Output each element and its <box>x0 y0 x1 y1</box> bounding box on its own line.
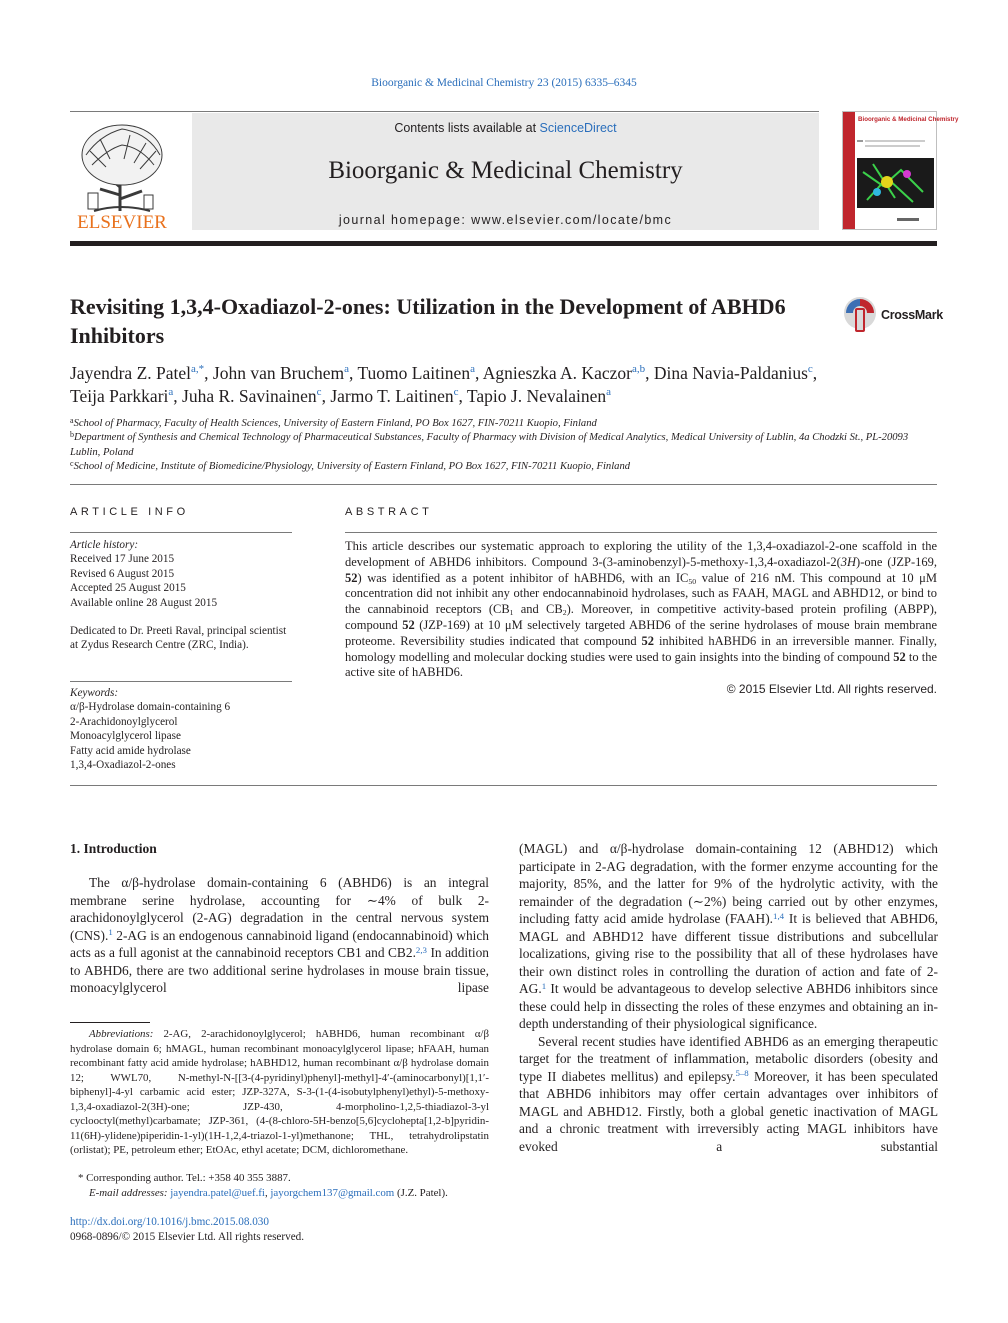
article-info-rule <box>70 532 292 533</box>
journal-homepage-link[interactable]: journal homepage: www.elsevier.com/locate/bmc <box>338 213 673 227</box>
journal-name: Bioorganic & Medicinal Chemistry <box>328 157 683 184</box>
author-affiliation-mark[interactable]: c <box>316 386 322 399</box>
abstract-heading: ABSTRACT <box>345 506 433 518</box>
footnote-rule <box>70 1022 150 1023</box>
abstract-bottom-rule <box>70 785 937 786</box>
paragraph: Several recent studies have identified ABHD6 as an emerging therapeutic target for the treatment of inflammation, metabolic disorders (obesity and type II diabetes mellitus) and epilepsy.$^{5-8}$ Moreover, it has been speculated that ABHD6 inhibitors may offer certain advantages over inhibitors of MAGL and ABHD12. Firstly, both a global genetic inactivation of MAGL and a chronic treatment with irreversibly acting MAGL inhibitors have evoked a substantial <box>519 1033 938 1154</box>
crossmark-label: CrossMark <box>881 308 943 322</box>
author-name[interactable]: Juha R. Savinainen <box>182 386 317 406</box>
reference-link[interactable]: 5–8 <box>735 1068 749 1079</box>
contents-line: Contents lists available at ScienceDirect <box>394 121 617 135</box>
elsevier-tree-icon <box>70 115 174 233</box>
keyword: 1,3,4-Oxadiazol-2-ones <box>70 759 176 772</box>
issn-line: 0968-0896/© 2015 Elsevier Ltd. All rights reserved. <box>70 1231 305 1243</box>
abstract-rule <box>345 532 937 533</box>
keyword: α/β-Hydrolase domain-containing 6 <box>70 701 231 714</box>
reference-link[interactable]: 2,3 <box>415 944 427 955</box>
affiliation: $^b$Department of Synthesis and Chemical Technology of Pharmaceutical Substances, Faculty of Pharmacy with Division of Medical Analytics, Medical University of Lublin, 4a Chodzki St., PL-20093 Lublin, Poland <box>70 430 909 458</box>
doi-link[interactable]: http://dx.doi.org/10.1016/j.bmc.2015.08.030 <box>70 1216 269 1228</box>
author-name[interactable]: Tuomo Laitinen <box>357 363 471 383</box>
abbreviations-footnote: Abbreviations: 2-AG, 2-arachidonoylglycerol; hABHD6, human recombinant α/β hydrolase domain 6; hMAGL, human recombinant monoacylglycerol lipase; hFAAH, human recombinant fatty acid amide hydrolase; hABHD12, human recombinant α/β hydrolase domain 12; WWL70, N-methyl-N-[[3-(4-pyridinyl)phenyl]-methyl]-4′-(aminocarbonyl)[1,1′-biphenyl]-4-yl carbamic acid ester; JZP-327A, S-3-(1-(4-isobutylphenyl)ethyl)-5-methoxy-1,3,4-oxadiazol-2(3H)-one; JZP-430, 4-morpholino-1,2,5-thiadiazol-3-yl cyclooctyl(methyl)carbamate; JZP-361, (4-(8-chloro-5H-benzo[5,6]cyclohepta[1,2-b]pyridin-11(6H)-ylidene)piperidin-1-yl)(1H-1,2,4-triazol-1-yl)methanone; THL, tetrahydrolipstatin (orlistat); PE, petroleum ether; EtOAc, ethyl acetate; DCM, dichloromethane. <box>70 1028 489 1156</box>
article-title: Revisiting 1,3,4-Oxadiazol-2-ones: Utilization in the Development of ABHD6 Inhibitors <box>70 294 786 348</box>
author-name[interactable]: Teija Parkkari <box>70 386 169 406</box>
keywords-label: Keywords: <box>70 687 119 699</box>
article-history <box>70 538 300 610</box>
history-item: Available online 28 August 2015 <box>70 596 218 609</box>
paragraph: The α/β-hydrolase domain-containing 6 (ABHD6) is an integral membrane serine hydrolase, accounting for ∼4% of bulk 2-arachidonoylglycerol (2-AG) degradation in the central nervous system (CNS).$^1$ 2-AG is an endogenous cannabinoid ligand (endocannabinoid) which acts as a full agonist at the cannabinoid receptors CB1 and CB2.$^{2,3}$ In addition to ABHD6, there are two additional serine hydrolases in mouse brain tissue, monoacylglycerol lipase <box>70 875 489 995</box>
crossmark-icon <box>843 296 877 332</box>
affiliation-rule <box>70 484 937 485</box>
email-footnote: E-mail addresses: jayendra.patel@uef.fi, jayorgchem137@gmail.com (J.Z. Patel). <box>89 1187 448 1199</box>
author-list: Jayendra Z. Patel$^{a,*}$, John van Bruchem$^a$, Tuomo Laitinen$^a$, Agnieszka A. Kaczor$^{a,b}$, Dina Navia-Paldanius$^c$, Teija Parkkari$^a$, Juha R. Savinainen$^c$, Jarmo T. Laitinen$^c$, Tapio J. Nevalainen$^a$ <box>70 363 818 406</box>
elsevier-logo <box>70 115 174 233</box>
author-affiliation-mark[interactable]: a <box>344 363 350 376</box>
section-heading-introduction: 1. Introduction <box>70 841 157 856</box>
reference-link[interactable]: 1 <box>541 980 547 991</box>
reference-link[interactable]: 1,4 <box>773 910 785 921</box>
author-name[interactable]: Jarmo T. Laitinen <box>330 386 454 406</box>
keyword: 2-Arachidonoylglycerol <box>70 715 178 728</box>
body-column-left <box>70 874 489 997</box>
crossmark-button[interactable] <box>843 296 943 334</box>
header-thick-rule <box>70 241 937 246</box>
affiliation: $^c$School of Medicine, Institute of Biomedicine/Physiology, University of Eastern Finland, PO Box 1627, FIN-70211 Kuopio, Finland <box>70 459 631 473</box>
email-link[interactable]: jayendra.patel@uef.fi <box>170 1187 265 1199</box>
author-name[interactable]: Agnieszka A. Kaczor <box>482 363 632 383</box>
author-name[interactable]: Jayendra Z. Patel <box>70 363 191 383</box>
journal-citation-link[interactable]: Bioorganic & Medicinal Chemistry 23 (2015) 6335–6345 <box>371 77 637 89</box>
author-affiliation-mark[interactable]: c <box>807 363 813 376</box>
journal-cover-thumbnail[interactable] <box>842 111 959 230</box>
abstract-text: This article describes our systematic approach to exploring the utility of the 1,3,4-oxadiazol-2-one scaffold in the development of ABHD6 inhibitors. Compound 3-(3-aminobenzyl)-5-methoxy-1,3,4-oxadiazol-2(3H)-one (JZP-169, 52) was identified as a potent inhibitor of hABHD6, with an $IC_{50}$ value of 216 nM. This compound at 10 μM concentration did not inhibit any other endocannabinoid hydrolases, such as FAAH, MAGL and ABHD12, or bind to the cannabinoid receptors ($CB_1$ and $CB_2$). Moreover, in competitive activity-based protein profiling (ABPP), compound 52 (JZP-169) at 10 μM selectively targeted ABHD6 of the serine hydrolases of mouse brain membrane proteome. Reversibility studies indicated that compound 52 inhibited hABHD6 in an irreversible manner. Finally, homology modelling and molecular docking studies were used to gain insights into the binding of compound 52 to the active site of hABHD6. <box>345 539 937 680</box>
affiliation-list <box>70 417 940 475</box>
reference-link[interactable]: 1 <box>108 927 113 938</box>
author-affiliation-mark[interactable]: a,* <box>191 363 205 376</box>
corresponding-author-note: * Corresponding author. Tel.: +358 40 355 3887. <box>78 1172 291 1184</box>
body-column-right <box>519 840 938 1155</box>
keyword: Monoacylglycerol lipase <box>70 730 181 743</box>
dedication-note: Dedicated to Dr. Preeti Raval, principal scientist at Zydus Research Centre (ZRC, India). <box>70 625 287 652</box>
journal-banner <box>192 113 819 230</box>
affiliation: $^a$School of Pharmacy, Faculty of Health Sciences, University of Eastern Finland, PO Box 1627, FIN-70211 Kuopio, Finland <box>70 416 597 429</box>
keywords <box>70 686 300 772</box>
author-name[interactable]: John van Bruchem <box>212 363 345 383</box>
keyword: Fatty acid amide hydrolase <box>70 744 191 757</box>
history-item: Revised 6 August 2015 <box>70 567 175 580</box>
keywords-rule <box>70 681 292 682</box>
author-affiliation-mark[interactable]: a <box>168 386 174 399</box>
elsevier-wordmark: ELSEVIER <box>77 212 167 233</box>
article-info-heading: ARTICLE INFO <box>70 506 189 518</box>
email-link[interactable]: jayorgchem137@gmail.com <box>270 1187 395 1199</box>
author-affiliation-mark[interactable]: a,b <box>631 363 646 376</box>
author-affiliation-mark[interactable]: c <box>453 386 459 399</box>
header-rule <box>70 111 819 112</box>
history-item: Accepted 25 August 2015 <box>70 582 186 595</box>
author-name[interactable]: Tapio J. Nevalainen <box>466 386 607 406</box>
cover-title: Bioorganic & Medicinal Chemistry <box>858 116 959 123</box>
author-affiliation-mark[interactable]: a <box>470 363 475 376</box>
history-item: Received 17 June 2015 <box>70 553 175 566</box>
abstract-copyright: © 2015 Elsevier Ltd. All rights reserved. <box>726 682 937 696</box>
sciencedirect-link[interactable]: ScienceDirect <box>539 121 617 135</box>
author-name[interactable]: Dina Navia-Paldanius <box>653 363 808 383</box>
author-affiliation-mark[interactable]: a <box>606 386 612 399</box>
paragraph: (MAGL) and α/β-hydrolase domain-containing 12 (ABHD12) which participate in 2-AG degradation, with the former enzyme accounting for the majority, 85%, and the latter for 9% of the hydrolytic activity, with the remainder of the degradation (∼2%) being carried out by other enzymes, including fatty acid amide hydrolase (FAAH).$^{1,4}$ It is believed that ABHD6, MAGL and ABHD12 have different tissue distributions and subcellular localizations, giving rise to the possibility that all of these hydrolases have their own distinct roles in controlling the duration of action and fate of 2-AG.$^1$ It would be advantageous to develop selective ABHD6 inhibitors since these could help in dissecting the roles of these enzymes and obtaining an in-depth understanding of their physiological significance. <box>519 841 938 1031</box>
history-label: Article history: <box>70 539 139 551</box>
